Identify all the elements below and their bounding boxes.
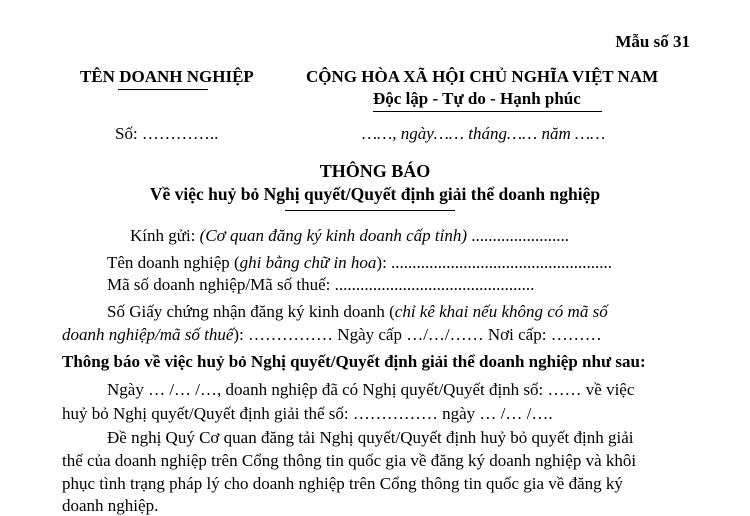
body-paragraph-2-line-4: doanh nghiệp. (62, 496, 159, 515)
certificate-hint-continued: doanh nghiệp/mã số thuế (62, 325, 234, 344)
tax-code-field: Mã số doanh nghiệp/Mã số thuế: ............................................... (107, 275, 535, 294)
company-name-hint: ghi bằng chữ in hoa (239, 253, 377, 272)
form-number: Mẫu số 31 (615, 32, 690, 51)
recipient-label: Kính gửi: (130, 226, 200, 245)
certificate-field-line1 (107, 302, 608, 322)
company-name-heading: TÊN DOANH NGHIỆP (80, 67, 254, 86)
document-title: THÔNG BÁO (319, 161, 431, 181)
national-title: CỘNG HÒA XÃ HỘI CHỦ NGHĨA VIỆT NAM (306, 67, 659, 86)
document-date: ……, ngày…… tháng…… năm …… (362, 124, 606, 143)
document-subtitle: Về việc huỷ bỏ Nghị quyết/Quyết định giải thể doanh nghiệp (149, 184, 601, 204)
document-number: Số: ………….. (115, 124, 219, 143)
company-name-label: Tên doanh nghiệp ( (107, 253, 240, 272)
certificate-label: Số Giấy chứng nhận đăng ký kinh doanh ( (107, 302, 395, 321)
company-underline (118, 89, 208, 90)
certificate-field-line2 (62, 325, 602, 345)
motto-underline (373, 111, 602, 112)
company-name-field (107, 253, 612, 273)
recipient-value: (Cơ quan đăng ký kinh doanh cấp tỉnh) (199, 226, 468, 245)
certificate-date-place: ): …………… Ngày cấp …/…/…… Nơi cấp: ……… (233, 325, 602, 344)
company-name-dots: ): .................................................... (376, 253, 613, 272)
body-paragraph-2-line-3: phục tình trạng pháp lý cho doanh nghiệp trên Cổng thông tin quốc gia về đăng ký (62, 474, 623, 493)
certificate-hint: chỉ kê khai nếu không có mã số (394, 302, 608, 321)
body-paragraph-2-line-2: thể của doanh nghiệp trên Cổng thông tin quốc gia về đăng ký doanh nghiệp và khôi (62, 451, 637, 470)
recipient-line (130, 226, 569, 246)
recipient-dots: ....................... (467, 226, 570, 245)
national-motto: Độc lập - Tự do - Hạnh phúc (373, 89, 581, 108)
body-paragraph-1-line-1: Ngày … /… /…, doanh nghiệp đã có Nghị quyết/Quyết định số: …… về việc (107, 380, 635, 399)
section-heading: Thông báo về việc huỷ bỏ Nghị quyết/Quyết định giải thể doanh nghiệp như sau: (62, 352, 646, 371)
body-paragraph-2-line-1: Đề nghị Quý Cơ quan đăng tải Nghị quyết/Quyết định huỷ bỏ quyết định giải (107, 428, 634, 447)
subtitle-underline (285, 210, 455, 211)
body-paragraph-1-line-2: huỷ bỏ Nghị quyết/Quyết định giải thể số: …………… ngày … /… /…. (62, 404, 553, 423)
